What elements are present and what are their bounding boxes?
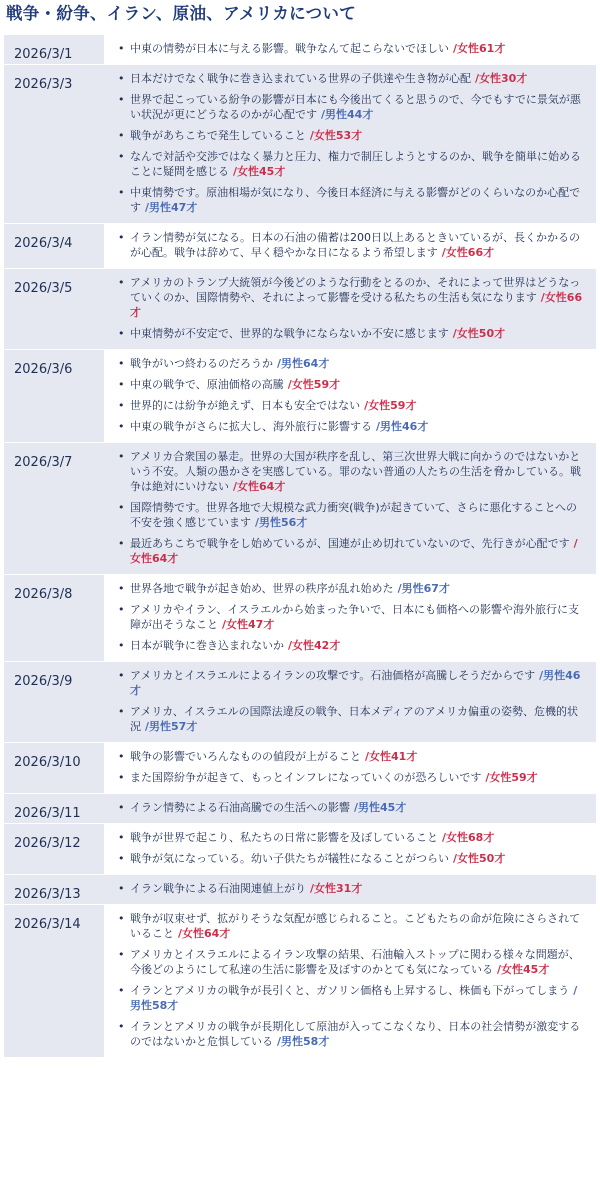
- comment-text: 中東の戦争がさらに拡大し、海外旅行に影響する: [130, 420, 372, 433]
- comment-item: [104, 398, 588, 413]
- respondent-label: /女性61才: [453, 42, 506, 55]
- bullet-icon: •: [118, 186, 125, 199]
- respondent-label: /男性58才: [277, 1035, 330, 1048]
- comment-item: [104, 41, 588, 56]
- bullet-icon: •: [118, 276, 125, 289]
- bullet-icon: •: [118, 582, 125, 595]
- bullet-icon: •: [118, 72, 125, 85]
- bullet-icon: •: [118, 831, 125, 844]
- comment-text: 戦争の影響でいろんなものの値段が上がること: [130, 750, 361, 763]
- comment-list: [104, 65, 596, 223]
- comment-text: 世界で起こっている紛争の影響が日本にも今後出てくると思うので、今でもすでに景気が悪い状況が更にどうなるのかが心配です: [130, 93, 581, 121]
- comment-item: [104, 500, 588, 530]
- respondent-label: /女性64才: [178, 927, 231, 940]
- bullet-icon: •: [118, 912, 125, 925]
- comment-item: [104, 92, 588, 122]
- comment-text: イラン戦争による石油関連値上がり: [130, 882, 306, 895]
- respondent-label: /女性41才: [365, 750, 418, 763]
- bullet-icon: •: [118, 537, 125, 550]
- bullet-icon: •: [118, 501, 125, 514]
- row-date: 2026/3/11: [4, 794, 104, 823]
- page-title: 戦争・紛争、イラン、原油、アメリカについて: [6, 4, 356, 23]
- respondent-label: /男性46才: [376, 420, 429, 433]
- respondent-label: /男性47才: [145, 201, 198, 214]
- comment-item: [104, 1019, 588, 1049]
- comment-text: アメリカやイラン、イスラエルから始まった争いで、日本にも価格への影響や海外旅行に支障が出そうなこと: [130, 603, 580, 631]
- comment-list: [104, 905, 596, 1057]
- respondent-label: /男性46才: [130, 669, 581, 697]
- comment-item: [104, 668, 588, 698]
- comment-text: 戦争が世界で起こり、私たちの日常に影響を及ぼしていること: [130, 831, 438, 844]
- comment-text: イラン情勢による石油高騰での生活への影響: [130, 801, 350, 814]
- comment-text: 日本だけでなく戦争に巻き込まれている世界の子供達や生き物が心配: [130, 72, 471, 85]
- comment-item: [104, 356, 588, 371]
- table-row: [4, 575, 596, 662]
- bullet-icon: •: [118, 327, 125, 340]
- comment-text: 世界的には紛争が絶えず、日本も安全ではない: [130, 399, 361, 412]
- comment-item: [104, 830, 588, 845]
- comment-text: 戦争がいつ終わるのだろうか: [130, 357, 273, 370]
- respondent-label: /女性66才: [130, 291, 583, 319]
- respondent-label: /男性67才: [397, 582, 450, 595]
- comment-text: 世界各地で戦争が起き始め、世界の秩序が乱れ始めた: [130, 582, 394, 595]
- table-row: [4, 443, 596, 575]
- comment-text: また国際紛争が起きて、もっとインフレになっていくのが恐ろしいです: [130, 771, 482, 784]
- comment-list: [104, 35, 596, 64]
- bullet-icon: •: [118, 801, 125, 814]
- row-date: 2026/3/3: [4, 65, 104, 223]
- row-date: 2026/3/7: [4, 443, 104, 574]
- comment-text: アメリカのトランプ大統領が今後どのような行動をとるのか、それによって世界はどうなっていくのか、国際情勢や、それによって影響を受ける私たちの生活も気になります: [130, 276, 581, 304]
- row-date: 2026/3/12: [4, 824, 104, 874]
- table-row: [4, 743, 596, 794]
- table-row: [4, 65, 596, 224]
- comment-text: なんで対話や交渉ではなく暴力と圧力、権力で制圧しようとするのか、戦争を簡単に始めることに疑問を感じる: [130, 150, 581, 178]
- comment-text: アメリカ、イスラエルの国際法違反の戦争、日本メディアのアメリカ偏重の姿勢、危機的状況: [130, 705, 579, 733]
- bullet-icon: •: [118, 420, 125, 433]
- comment-list: [104, 794, 596, 823]
- respondent-label: /男性56才: [255, 516, 308, 529]
- bullet-icon: •: [118, 882, 125, 895]
- comment-item: [104, 536, 588, 566]
- bullet-icon: •: [118, 93, 125, 106]
- comment-item: [104, 947, 588, 977]
- comment-text: イランとアメリカの戦争が長引くと、ガソリン価格も上昇するし、株価も下がってしまう: [130, 984, 570, 997]
- comment-text: 中東情勢が不安定で、世界的な戦争にならないか不安に感じます: [130, 327, 449, 340]
- comment-text: 中東の戦争で、原油価格の高騰: [130, 378, 284, 391]
- bullet-icon: •: [118, 948, 125, 961]
- comment-text: 戦争が気になっている。幼い子供たちが犠牲になることがつらい: [130, 852, 449, 865]
- row-date: 2026/3/9: [4, 662, 104, 742]
- comment-item: [104, 881, 588, 896]
- table-row: [4, 905, 596, 1058]
- comment-list: [104, 350, 596, 442]
- bullet-icon: •: [118, 129, 125, 142]
- comment-list: [104, 224, 596, 268]
- table-row: [4, 350, 596, 443]
- respondent-label: /女性66才: [441, 246, 495, 259]
- respondent-label: /女性45才: [497, 963, 550, 976]
- row-date: 2026/3/6: [4, 350, 104, 442]
- comment-text: 戦争が収束せず、拡がりそうな気配が感じられること。こどもたちの命が危険にさらされていること: [130, 912, 581, 940]
- respondent-label: /女性68才: [442, 831, 495, 844]
- comment-item: [104, 230, 588, 260]
- respondent-label: /女性42才: [288, 639, 341, 652]
- bullet-icon: •: [118, 42, 125, 55]
- comment-item: [104, 749, 588, 764]
- respondent-label: /男性58才: [130, 984, 578, 1012]
- comment-text: 国際情勢です。世界各地で大規模な武力衝突(戦争)が起きていて、さらに悪化することへの不安を強く感じています: [130, 501, 578, 529]
- respondent-label: /女性64才: [130, 537, 578, 565]
- comment-item: [104, 851, 588, 866]
- comment-text: アメリカとイスラエルによるイラン攻撃の結果、石油輸入ストップに関わる様々な問題が、今後どのようにして私達の生活に影響を及ぼすのかとても気になっている: [130, 948, 580, 976]
- bullet-icon: •: [118, 231, 125, 244]
- respondent-label: /男性57才: [145, 720, 198, 733]
- comment-text: 最近あちこちで戦争をし始めているが、国連が止め切れていないので、先行きが心配です: [130, 537, 570, 550]
- comment-item: [104, 326, 588, 341]
- bullet-icon: •: [118, 984, 125, 997]
- respondent-label: /女性31才: [310, 882, 363, 895]
- comment-text: アメリカ合衆国の暴走。世界の大国が秩序を乱し、第三次世界大戦に向かうのではないかという不安。人類の愚かさを実感している。罪のない普通の人たちの生活を脅かしている。戦争は絶対にいけない: [130, 450, 581, 493]
- comment-item: [104, 71, 588, 86]
- respondent-label: /男性64才: [277, 357, 330, 370]
- comment-text: 日本が戦争に巻き込まれないか: [130, 639, 284, 652]
- comment-item: [104, 149, 588, 179]
- comment-item: [104, 128, 588, 143]
- table-row: [4, 224, 596, 269]
- comment-item: [104, 911, 588, 941]
- opinion-table: [4, 34, 596, 1058]
- comment-text: 中東情勢です。原油相場が気になり、今後日本経済に与える影響がどのくらいなのか心配です: [130, 186, 581, 214]
- bullet-icon: •: [118, 450, 125, 463]
- comment-item: [104, 419, 588, 434]
- row-date: 2026/3/1: [4, 35, 104, 64]
- table-row: [4, 269, 596, 350]
- comment-item: [104, 377, 588, 392]
- table-row: [4, 662, 596, 743]
- respondent-label: /女性59才: [364, 399, 417, 412]
- comment-item: [104, 449, 588, 494]
- bullet-icon: •: [118, 669, 125, 682]
- comment-item: [104, 983, 588, 1013]
- comment-list: [104, 575, 596, 661]
- bullet-icon: •: [118, 603, 125, 616]
- respondent-label: /女性53才: [309, 129, 363, 142]
- bullet-icon: •: [118, 378, 125, 391]
- comment-list: [104, 443, 596, 574]
- bullet-icon: •: [118, 771, 125, 784]
- comment-text: イランとアメリカの戦争が長期化して原油が入ってこなくなり、日本の社会情勢が激変するのではないかと危惧している: [130, 1020, 581, 1048]
- comment-list: [104, 743, 596, 793]
- comment-list: [104, 662, 596, 742]
- table-row: [4, 794, 596, 824]
- respondent-label: /男性45才: [354, 801, 407, 814]
- bullet-icon: •: [118, 1020, 125, 1033]
- comment-item: [104, 704, 588, 734]
- row-date: 2026/3/10: [4, 743, 104, 793]
- respondent-label: /女性47才: [222, 618, 275, 631]
- comment-text: イラン情勢が気になる。日本の石油の備蓄は200日以上あるときいているが、長くかかるのが心配。戦争は辞めて、早く穏やかな日になるよう希望します: [130, 231, 580, 259]
- table-row: [4, 875, 596, 905]
- comment-text: アメリカとイスラエルによるイランの攻撃です。石油価格が高騰しそうだからです: [130, 669, 536, 682]
- respondent-label: /女性59才: [485, 771, 538, 784]
- table-row: [4, 35, 596, 65]
- respondent-label: /男性44才: [321, 108, 374, 121]
- bullet-icon: •: [118, 705, 125, 718]
- comment-text: 戦争があちこちで発生していること: [130, 129, 306, 142]
- respondent-label: /女性50才: [452, 327, 506, 340]
- row-date: 2026/3/5: [4, 269, 104, 349]
- comment-item: [104, 602, 588, 632]
- bullet-icon: •: [118, 750, 125, 763]
- row-date: 2026/3/4: [4, 224, 104, 268]
- row-date: 2026/3/13: [4, 875, 104, 904]
- comment-list: [104, 875, 596, 904]
- bullet-icon: •: [118, 357, 125, 370]
- respondent-label: /女性64才: [233, 480, 286, 493]
- row-date: 2026/3/8: [4, 575, 104, 661]
- comment-item: [104, 275, 588, 320]
- bullet-icon: •: [118, 150, 125, 163]
- bullet-icon: •: [118, 399, 125, 412]
- comment-item: [104, 581, 588, 596]
- comment-item: [104, 638, 588, 653]
- comment-list: [104, 269, 596, 349]
- bullet-icon: •: [118, 852, 125, 865]
- table-row: [4, 824, 596, 875]
- comment-item: [104, 770, 588, 785]
- respondent-label: /女性30才: [475, 72, 528, 85]
- respondent-label: /女性59才: [287, 378, 341, 391]
- comment-item: [104, 185, 588, 215]
- comment-text: 中東の情勢が日本に与える影響。戦争なんて起こらないでほしい: [130, 42, 449, 55]
- bullet-icon: •: [118, 639, 125, 652]
- comment-list: [104, 824, 596, 874]
- respondent-label: /女性45才: [233, 165, 286, 178]
- comment-item: [104, 800, 588, 815]
- respondent-label: /女性50才: [453, 852, 506, 865]
- row-date: 2026/3/14: [4, 905, 104, 1057]
